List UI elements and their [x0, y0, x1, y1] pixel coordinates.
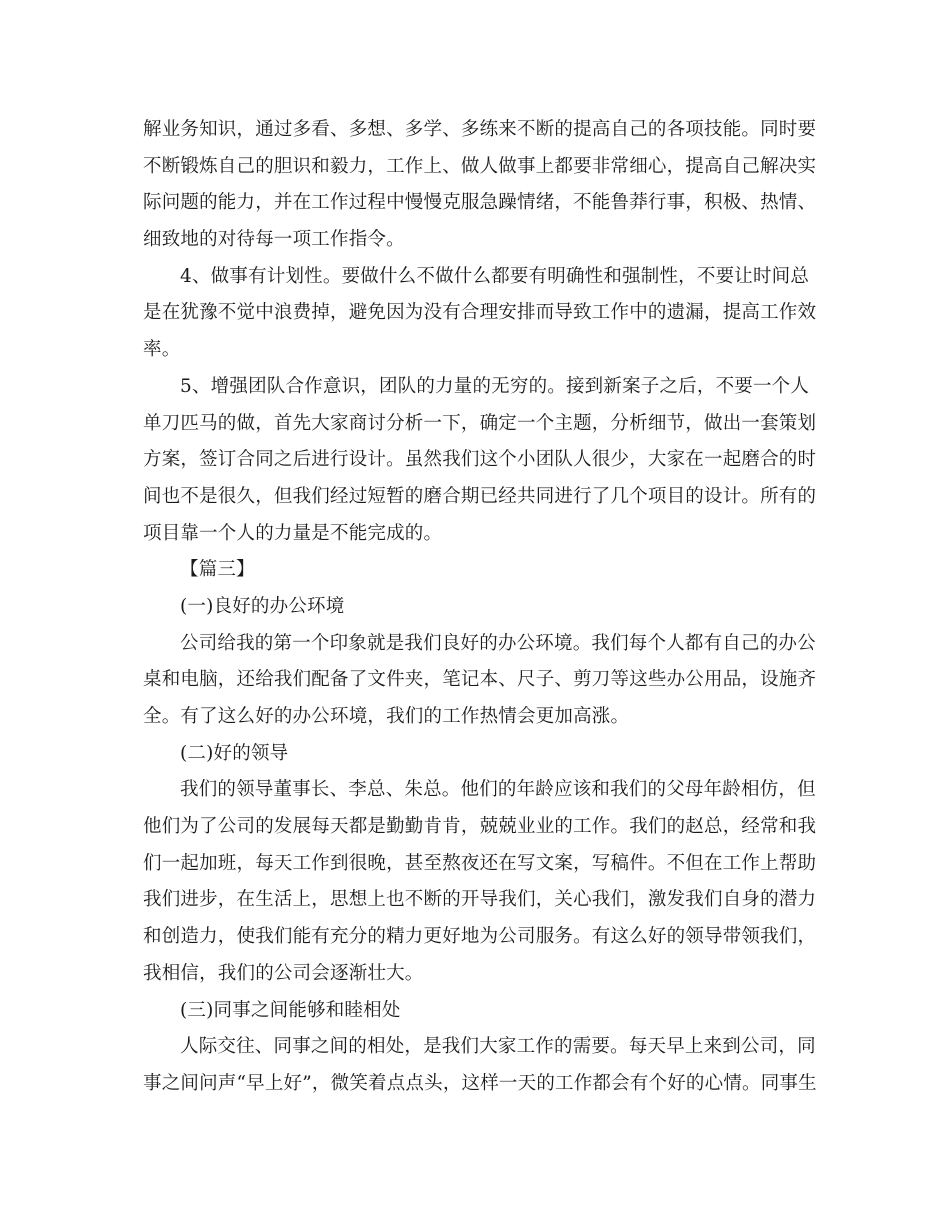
- text-line: 5、增强团队合作意识，团队的力量的无穷的。接到新案子之后，不要一个人: [180, 375, 810, 397]
- text-line: 全。有了这么好的办公环境，我们的工作热情会更加高涨。: [143, 706, 630, 727]
- section-heading: [143, 552, 809, 589]
- text-line: 间也不是很久，但我们经过短暂的磨合期已经共同进行了几个项目的设计。所有的: [143, 485, 817, 507]
- section-heading: [143, 993, 809, 1030]
- text-line: 单刀匹马的做，首先大家商讨分析一下，确定一个主题，分析细节，做出一套策划: [143, 412, 817, 434]
- paragraph: [143, 626, 817, 736]
- text-line: 公司给我的第一个印象就是我们良好的办公环境。我们每个人都有自己的办公: [180, 632, 816, 654]
- section-heading: [143, 589, 809, 626]
- text-line: 方案，签订合同之后进行设计。虽然我们这个小团队人很少，大家在一起磨合的时: [143, 449, 817, 471]
- section-heading: [143, 736, 809, 773]
- paragraph: [143, 259, 817, 369]
- text-line: 4、做事有计划性。要做什么不做什么都要有明确性和强制性，不要让时间总: [180, 265, 810, 287]
- text-line: 我们进步，在生活上，思想上也不断的开导我们，关心我们，激发我们自身的潜力: [143, 889, 817, 911]
- text-line: 们一起加班，每天工作到很晚，甚至熬夜还在写文案，写稿件。不但在工作上帮助: [143, 852, 817, 874]
- paragraph: [143, 1029, 817, 1102]
- text-line: 细致地的对待每一项工作指令。: [143, 229, 405, 251]
- paragraph: [143, 112, 817, 259]
- text-line: 人际交往、同事之间的相处，是我们大家工作的需要。每天早上来到公司，同: [180, 1036, 816, 1058]
- paragraph: [143, 369, 817, 552]
- text-line: 际问题的能力，并在工作过程中慢慢克服急躁情绪，不能鲁莽行事，积极、热情、: [143, 192, 817, 214]
- text-line: 和创造力，使我们能有充分的精力更好地为公司服务。有这么好的领导带领我们，: [143, 926, 817, 948]
- text-line: 率。: [143, 339, 181, 361]
- text-line: 他们为了公司的发展每天都是勤勤肯肯，兢兢业业的工作。我们的赵总，经常和我: [143, 816, 817, 838]
- text-line: 我们的领导董事长、李总、朱总。他们的年龄应该和我们的父母年龄相仿，但: [180, 779, 816, 801]
- text-line: (一)良好的办公环境: [180, 595, 345, 617]
- paragraph: [143, 772, 817, 992]
- text-line: 桌和电脑，还给我们配备了文件夹，笔记本、尺子、剪刀等这些办公用品，设施齐: [143, 669, 817, 691]
- text-line: 解业务知识，通过多看、多想、多学、多练来不断的提高自己的各项技能。同时要: [143, 119, 817, 140]
- text-line: 【篇三】: [180, 559, 255, 581]
- text-line: 不断锻炼自己的胆识和毅力，工作上、做人做事上都要非常细心，提高自己解决实: [143, 155, 817, 177]
- text-line: 是在犹豫不觉中浪费掉，避免因为没有合理安排而导致工作中的遗漏，提高工作效: [143, 302, 817, 324]
- text-line: 我相信，我们的公司会逐渐壮大。: [143, 962, 424, 984]
- text-line: 事之间问声“早上好”，微笑着点点头，这样一天的工作都会有个好的心情。同事生: [143, 1072, 817, 1094]
- text-line: (三)同事之间能够和睦相处: [180, 999, 401, 1021]
- text-line: (二)好的领导: [180, 742, 289, 764]
- text-line: 项目靠一个人的力量是不能完成的。: [143, 522, 443, 544]
- document-page: [143, 112, 817, 1103]
